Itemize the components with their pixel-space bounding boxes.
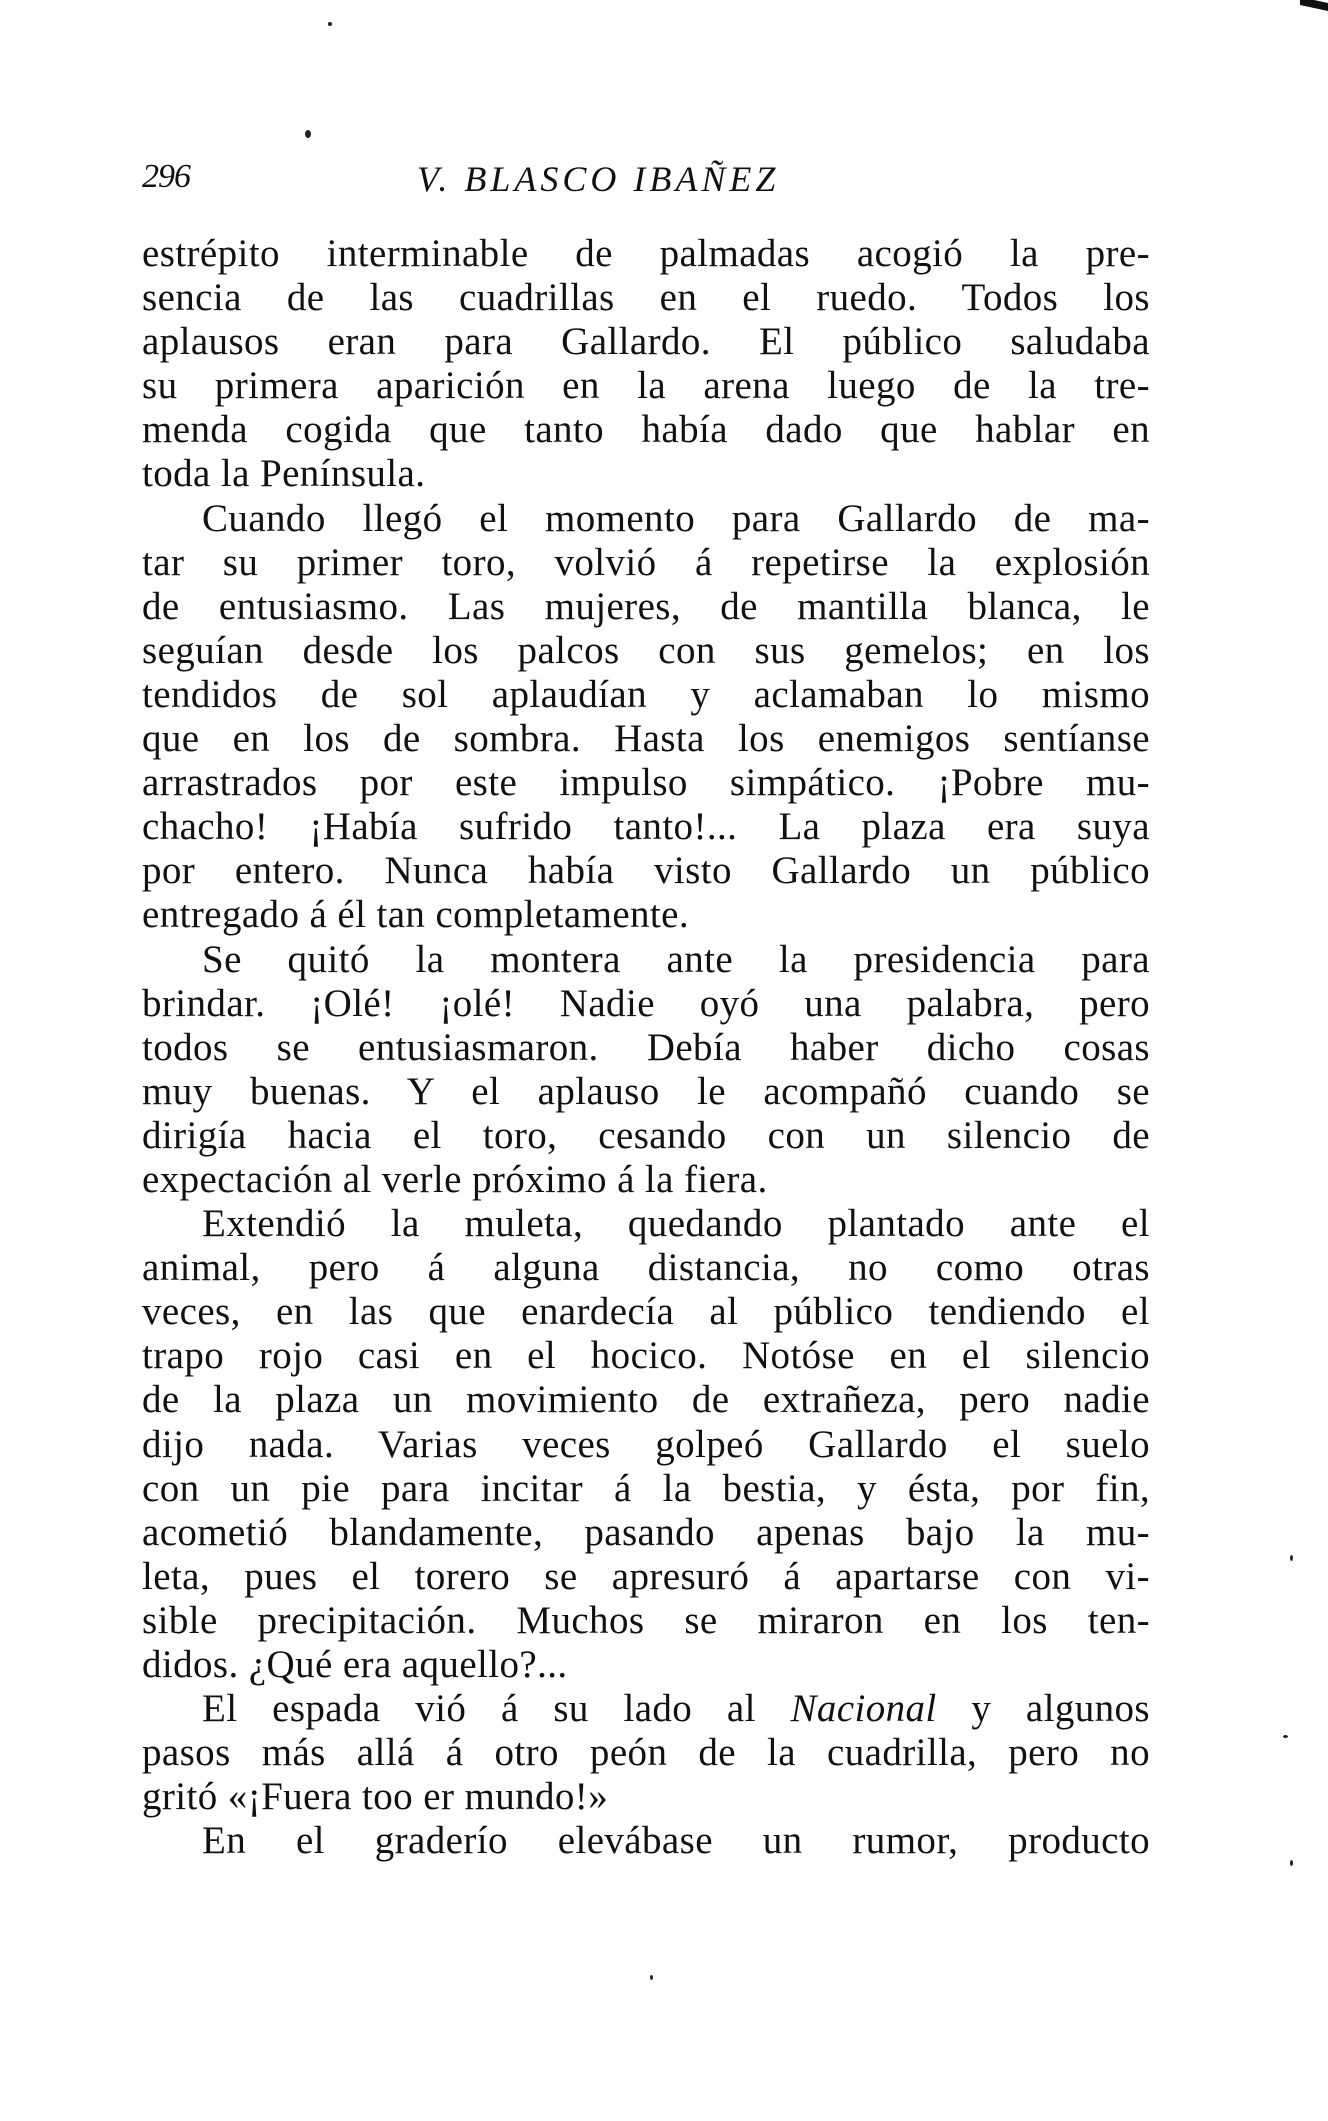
- text-line: menda cogida que tanto había dado que hablar en: [142, 408, 1150, 452]
- text-line: de la plaza un movimiento de extrañeza, pero nadie: [142, 1378, 1150, 1422]
- text-line: acometió blandamente, pasando apenas bajo la mu-: [142, 1510, 1150, 1554]
- text-line: aplausos eran para Gallardo. El público saludaba: [142, 320, 1150, 364]
- text-line: entregado á él tan completamente.: [142, 893, 690, 937]
- text-line: de entusiasmo. Las mujeres, de mantilla blanca, le: [142, 584, 1150, 628]
- text-line: por entero. Nunca había visto Gallardo un público: [142, 849, 1150, 893]
- text-line: brindar. ¡Olé! ¡olé! Nadie oyó una palabra, pero: [142, 981, 1150, 1025]
- text-line: muy buenas. Y el aplauso le acompañó cuando se: [142, 1069, 1150, 1113]
- text-line: didos. ¿Qué era aquello?...: [142, 1643, 568, 1686]
- text-line: con un pie para incitar á la bestia, y ésta, por fin,: [142, 1466, 1150, 1510]
- italic-name: Nacional: [790, 1687, 937, 1731]
- text-line: dirigía hacia el toro, cesando con un silencio de: [142, 1113, 1150, 1157]
- text-line: estrépito interminable de palmadas acogió la pre-: [142, 232, 1150, 275]
- text-line: todos se entusiasmaron. Debía haber dicho cosas: [142, 1025, 1150, 1069]
- text-segment: y algunos: [936, 1687, 1151, 1731]
- running-head-author: V. BLASCO IBAÑEZ: [417, 159, 780, 199]
- paragraph-first-line: En el graderío elevábase un rumor, producto: [202, 1819, 1150, 1863]
- text-line: tendidos de sol aplaudían y aclamaban lo mismo: [142, 672, 1150, 716]
- paragraph-first-line: [142, 1687, 1150, 1731]
- scan-speck: [650, 1975, 653, 1980]
- text-line: pasos más allá á otro peón de la cuadrilla, pero no: [142, 1731, 1150, 1775]
- text-line: sencia de las cuadrillas en el ruedo. Todos los: [142, 276, 1150, 320]
- scan-speck: [305, 130, 311, 138]
- text-line: trapo rojo casi en el hocico. Notóse en el silencio: [142, 1334, 1150, 1378]
- text-line: gritó «¡Fuera too er mundo!»: [142, 1775, 609, 1819]
- text-line: sible precipitación. Muchos se miraron en los ten-: [142, 1598, 1150, 1642]
- scan-speck: [328, 22, 332, 26]
- scan-speck: [1283, 1735, 1288, 1738]
- scan-speck: [1290, 1860, 1293, 1866]
- paragraph-first-line: Extendió la muleta, quedando plantado ante el: [202, 1202, 1150, 1246]
- page-number: 296: [142, 158, 190, 195]
- body-text: [142, 232, 1150, 1863]
- text-line: veces, en las que enardecía al público tendiendo el: [142, 1290, 1150, 1334]
- text-line: animal, pero á alguna distancia, no como otras: [142, 1246, 1150, 1290]
- scan-artifact-corner: [1300, 0, 1328, 11]
- text-line: expectación al verle próximo á la fiera.: [142, 1157, 768, 1201]
- text-line: arrastrados por este impulso simpático. ¡Pobre mu-: [142, 761, 1150, 805]
- text-line: que en los de sombra. Hasta los enemigos sentíanse: [142, 717, 1150, 761]
- text-line: tar su primer toro, volvió á repetirse la explosión: [142, 540, 1150, 584]
- paragraph-first-line: Se quitó la montera ante la presidencia para: [202, 937, 1150, 981]
- text-line: chacho! ¡Había sufrido tanto!... La plaza era suya: [142, 805, 1150, 849]
- text-line: seguían desde los palcos con sus gemelos; en los: [142, 628, 1150, 672]
- text-segment: El espada vió á su lado al: [202, 1687, 791, 1731]
- paragraph-first-line: Cuando llegó el momento para Gallardo de ma-: [202, 496, 1150, 540]
- text-line: su primera aparición en la arena luego de la tre-: [142, 364, 1150, 408]
- text-line: leta, pues el torero se apresuró á apartarse con vi-: [142, 1554, 1150, 1598]
- text-line: toda la Península.: [142, 452, 426, 496]
- text-line: dijo nada. Varias veces golpeó Gallardo el suelo: [142, 1422, 1150, 1466]
- scan-speck: [1290, 1555, 1293, 1561]
- page-header: [142, 158, 1152, 208]
